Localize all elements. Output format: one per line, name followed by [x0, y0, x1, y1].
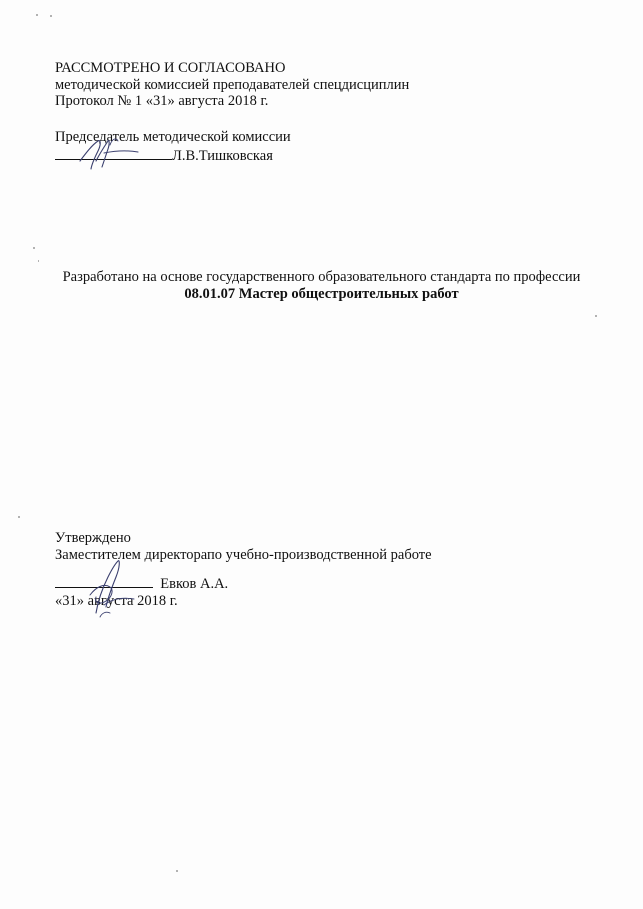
signature-blank: [55, 574, 153, 588]
protocol-line: Протокол № 1 «31» августа 2018 г.: [55, 93, 269, 109]
profession-name: 08.01.07 Мастер общестроительных работ: [184, 285, 459, 302]
approved-label: Утверждено: [55, 530, 131, 546]
considered-title: РАССМОТРЕНО И СОГЛАСОВАНО: [55, 60, 286, 76]
approver-name: Евков А.А.: [160, 576, 229, 592]
standard-basis: [40, 269, 603, 302]
basis-text: Разработано на основе государственного образовательного стандарта по профессии 08.01.07 Мастер общестроительных работ: [62, 269, 581, 302]
commission-line: методической комиссией преподавателей спецдисциплин: [55, 76, 410, 93]
approval-date: «31» августа 2018 г.: [55, 592, 178, 609]
chair-title: Председатель методической комиссии: [55, 129, 291, 145]
chair-section: [55, 129, 291, 164]
approval-section: [55, 530, 432, 609]
scan-speck: [33, 247, 35, 249]
scan-speck: [595, 315, 597, 317]
chair-signature-line: [55, 146, 291, 165]
scan-speck: [176, 870, 178, 872]
approval-header: [55, 60, 409, 110]
scan-speck: [18, 516, 20, 518]
scan-speck: [38, 260, 39, 262]
chair-name: Л.В.Тишковская: [172, 147, 273, 164]
approver-signature-line: [55, 574, 432, 593]
scan-speck: [50, 15, 52, 17]
approver-position: Заместителем директорапо учебно-производственной работе: [55, 546, 432, 563]
signature-blank: [55, 146, 172, 160]
scan-speck: [36, 14, 38, 16]
